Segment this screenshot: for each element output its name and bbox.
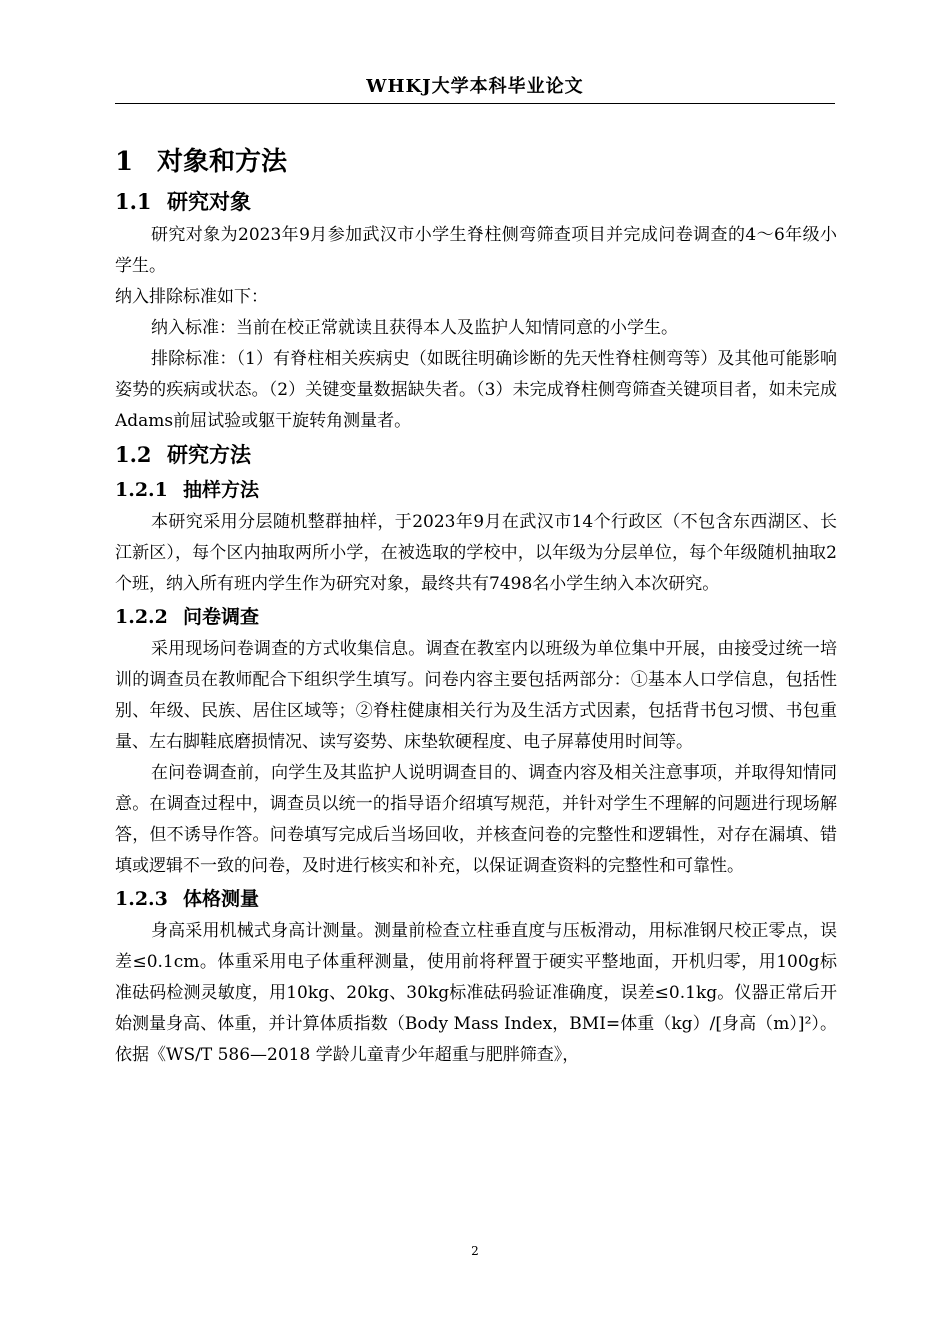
section-title: 研究对象 (167, 189, 251, 214)
section-number: 1.2.1 (115, 479, 168, 501)
section-title: 抽样方法 (183, 479, 260, 501)
section-title: 问卷调查 (183, 606, 260, 628)
section-title: 体格测量 (183, 888, 260, 910)
section-number: 1.2.2 (115, 606, 168, 628)
paragraph: 纳入排除标准如下： (115, 287, 268, 307)
section-heading-1-1 (115, 184, 837, 220)
body-content (115, 140, 837, 1071)
section-heading-1 (115, 140, 837, 184)
section-heading-1-2-2 (115, 600, 837, 634)
section-number: 1 (115, 147, 134, 177)
paragraph: 本研究采用分层随机整群抽样，于2023年9月在武汉市14个行政区（不包含东西湖区、长江新区），每个区内抽取两所小学，在被选取的学校中，以年级为分层单位，每个年级随机抽取2个班，纳入所有班内学生作为研究对象，最终共有7498名小学生纳入本次研究。 (115, 512, 837, 594)
section-title: 研究方法 (167, 442, 251, 467)
paragraph: 研究对象为2023年9月参加武汉市小学生脊柱侧弯筛查项目并完成问卷调查的4～6年级小学生。 (115, 225, 837, 276)
section-number: 1.2 (115, 442, 152, 467)
section-heading-1-2-3 (115, 882, 837, 916)
paragraph: 排除标准：（1）有脊柱相关疾病史（如既往明确诊断的先天性脊柱侧弯等）及其他可能影响姿势的疾病或状态。（2）关键变量数据缺失者。（3）未完成脊柱侧弯筛查关键项目者，如未完成Adams前屈试验或躯干旋转角测量者。 (115, 349, 837, 431)
running-header: WHKJ大学本科毕业论文 (366, 76, 584, 97)
page-number: 2 (471, 1244, 479, 1258)
section-number: 1.2.3 (115, 888, 168, 910)
paragraph: 身高采用机械式身高计测量。测量前检查立柱垂直度与压板滑动，用标准钢尺校正零点，误差≤0.1cm。体重采用电子体重秤测量，使用前将秤置于硬实平整地面，开机归零，用100g标准砝码检测灵敏度，用10kg、20kg、30kg标准砝码验证准确度，误差≤0.1kg。仪器正常后开始测量身高、体重，并计算体质指数（Body Mass Index，BMI=体重（kg）/[身高（m）]²）。依据《WS/T 586—2018 学龄儿童青少年超重与肥胖筛查》， (115, 921, 837, 1065)
paragraph: 纳入标准：当前在校正常就读且获得本人及监护人知情同意的小学生。 (151, 318, 678, 338)
paragraph: 在问卷调查前，向学生及其监护人说明调查目的、调查内容及相关注意事项，并取得知情同意。在调查过程中，调查员以统一的指导语介绍填写规范，并针对学生不理解的问题进行现场解答，但不诱导作答。问卷填写完成后当场回收，并核查问卷的完整性和逻辑性，对存在漏填、错填或逻辑不一致的问卷，及时进行核实和补充，以保证调查资料的完整性和可靠性。 (115, 763, 837, 876)
section-heading-1-2-1 (115, 473, 837, 507)
header-rule (115, 103, 835, 104)
paragraph: 采用现场问卷调查的方式收集信息。调查在教室内以班级为单位集中开展，由接受过统一培训的调查员在教师配合下组织学生填写。问卷内容主要包括两部分：①基本人口学信息，包括性别、年级、民族、居住区域等；②脊柱健康相关行为及生活方式因素，包括背书包习惯、书包重量、左右脚鞋底磨损情况、读写姿势、床垫软硬程度、电子屏幕使用时间等。 (115, 639, 837, 752)
section-title: 对象和方法 (157, 147, 288, 177)
section-number: 1.1 (115, 189, 152, 214)
section-heading-1-2 (115, 437, 837, 473)
